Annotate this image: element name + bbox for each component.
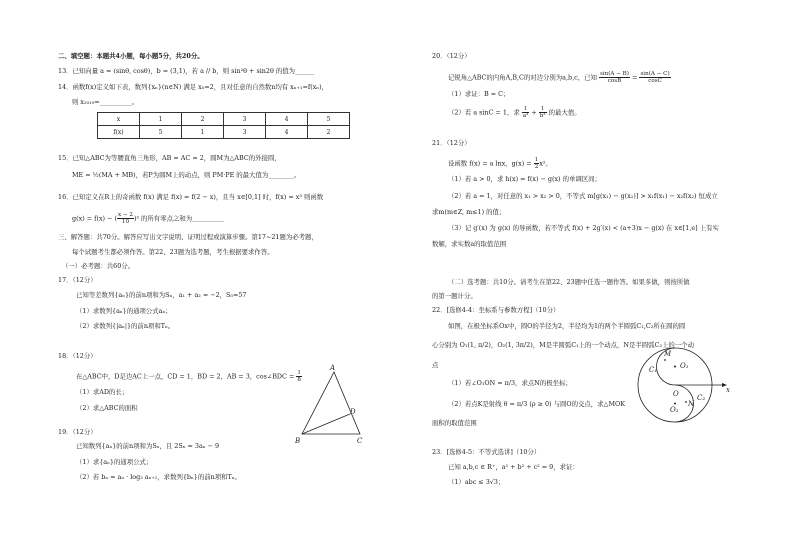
question-14-line2: 则 x₂₀₁₉=__________。 [72,98,138,106]
question-15-line1: 15．已知△ABC为等腰直角三角形，AB = AC = 2，圆M为△ABC的外接圆， [58,154,281,162]
table-cell: x [98,113,140,126]
question-18-head: 18．（12分） [58,352,97,360]
q20-fraction-2: $\frac{\sin(A - C)}{\cos C}$ [640,71,670,84]
q16-fraction: $\frac{x - 2}{10}$ [117,212,133,225]
q21-text-tail: x²。 [539,159,552,168]
label-c: C [357,437,363,445]
elective-header-line2: 的第一题计分。 [432,292,477,300]
question-21-part3-cont: 数解，求实数a的取值范围 [432,240,507,248]
required-header: （一）必考题：共60分。 [62,262,135,270]
q20-part2-fraction-1: $\frac{1}{\text{a²}}$ [522,106,529,119]
question-21-part2: （2）若 a = 1，对任意的 x₁ > x₂ > 0，不等式 m[g(x₁) − g(x₂)] > x₁f(x₁) − x₂f(x₂) 恒成立 [448,192,718,200]
table-cell: 5 [308,113,350,126]
question-23-head: 23．[选修4-5：不等式选讲]（10分） [432,448,541,456]
label-m: M [664,350,672,358]
question-23-stem: 已知 a,b,c ∈ R⁺，a² + b² + c² = 9，求证： [448,463,579,471]
question-17-stem: 已知等差数列{aₙ}的前n项和为Sₙ，a₁ + a₂ = −2，S₅=57 [76,291,247,299]
q21-text: 设函数 f(x) = a lnx，g(x) = [448,159,532,168]
question-23-part1: （1）abc ≤ 3√3； [448,478,505,486]
point-n [685,401,687,403]
point-m [664,359,666,361]
question-21-part1: （1）若 a > 0，求 h(x) = f(x) − g(x) 的单调区间； [448,175,601,183]
question-22-part2-cont: 面积的取值范围 [432,419,477,427]
q20-fraction-1: $\frac{\sin(A - B)}{\cos B}$ [599,71,629,84]
q16-text-a: g(x) = f(x) − ( [72,214,117,223]
table-cell: 3 [224,113,266,126]
table-cell: 1 [182,126,224,139]
section2-header: 二、填空题：本题共4小题，每小题5分，共20分。 [58,52,204,60]
point-o1 [674,366,676,368]
question-17-head: 17．（12分） [58,276,97,284]
q20-text: 记锐角△ABC的内角A,B,C的对边分别为a,b,c，已知 [448,73,597,82]
label-x: x [726,386,730,394]
question-20-head: 20．（12分） [432,52,471,60]
table-cell: 2 [308,126,350,139]
question-22-part2: （2）若点K是射线 θ = π/3 (ρ ≥ 0) 与圆O的交点，求△MOK [448,400,626,408]
question-17-part1: （1）求数列{aₙ}的通项公式aₙ； [76,307,172,315]
label-o1: O₁ [680,362,689,370]
q20-equals: = [632,73,638,82]
label-o2: O₂ [670,406,679,414]
q20-plus: + [531,108,537,117]
question-19-part2: （2）若 bₙ = aₙ · log₃ aₙ₊₁，求数列{bₙ}的前n项和Tₙ。 [76,473,241,481]
question-18-part2: （2）求△ABC的面积 [76,404,138,412]
question-22-stem-3: 点 [432,361,439,369]
table-cell: 4 [266,126,308,139]
question-21-head: 21．（12分） [432,139,471,147]
question-21-part2-cont: 求m(m∈Z, m≤1) 的值； [432,208,506,216]
question-14-line1: 14．函数f(x)定义如下表，数列{xₙ}(n∈N) 满足 x₀=2，且对任意的自然数n均有 xₙ₊₁=f(xₙ)， [58,83,328,91]
question-15-line2: ME = ½(MA + MB)，若P为圆M上的动点，则 PM·PE 的最大值为________。 [72,171,301,179]
label-d: D [350,408,356,416]
q18-fraction: $\frac{1}{8}$ [297,370,301,383]
table-cell: 2 [182,113,224,126]
question-17-part2: （2）求数列{|aₙ|}的前n项和Tₙ。 [76,322,175,330]
table-cell: f(x) [98,126,140,139]
table-cell: 1 [140,113,182,126]
question-13: 13．已知向量 a = (sinθ, cosθ)，b = (3,1)，若 a // b，则 sin²θ + sin2θ 的值为______ [58,67,315,75]
q20-part2-fraction-2: $\frac{1}{\text{b²}}$ [539,106,546,119]
question-19-head: 19．（12分） [58,428,97,436]
question-22-part1: （1）若∠O₁ON = π/3，求点N的极坐标； [448,379,572,387]
question-19-stem: 已知数列{aₙ}的前n项和为Sₙ，且 2Sₙ = 3aₙ − 9 [76,442,220,450]
point-o2 [674,403,676,405]
label-c2: C₂ [697,394,706,402]
table-cell: 3 [224,126,266,139]
question-22-stem-2: 心分别为 O₁(1, π/2)，O₂(1, 3π/2)，M是半圆弧C₁上的一个动点，N是半圆弧C₂上的一个动 [432,341,694,349]
elective-header-line1: （二）选考题：共10分。请考生在第22、23题中任选一题作答。如果多做，则按所做 [448,278,690,286]
label-n: N [688,400,695,408]
label-b: B [295,437,301,445]
question-16-line1: 16．已知定义在R上的奇函数 f(x) 满足 f(x) = f(2 − x)，且当 x∈[0,1] 时，f(x) = x³ 则函数 [58,193,324,201]
question-18-part1: （1）求AD的长； [76,388,129,396]
label-o: O [673,390,679,398]
question-22-stem-1: 如图，在极坐标系Ox中，圆O的半径为2，半径均为1的两个半圆弧C₁,C₂所在圆的圆 [448,322,686,330]
label-a: A [330,364,336,372]
q20-part2-tail: 的最大值。 [548,108,581,117]
q16-text-b: )³ 的所有零点之和为__________ [133,214,225,223]
q18-text: 在△ABC中，D是边AC上一点，CD = 1，BD = 2，AB = 3，cos∠BDC = [76,372,295,381]
table-cell: 4 [266,113,308,126]
question-22-head: 22．[选修4-4：坐标系与参数方程]（10分） [432,306,560,314]
q20-part2-text: （2）若 a sinC = 1，求 [448,108,520,117]
q21-fraction: $\frac{1}{2}$ [534,157,539,170]
section3-header-line1: 三、解答题：共70分。解答应写出文字说明、证明过程或演算步骤。第17~21题为必考题， [58,233,318,241]
question-19-part1: （1）求{aₙ}的通项公式； [76,458,153,466]
question-21-part3: （3）记 g′(x) 为 g(x) 的导函数，若不等式 f(x) + 2g′(x) < (a+3)x − g(x) 在 x∈[1,e] 上有实 [448,224,719,232]
label-c1: C₁ [649,366,658,374]
table-cell: 5 [140,126,182,139]
question-20-part1: （1）求证：B = C； [448,90,510,98]
section3-header-line2: 每个试题考生都必须作答。第22、23题为选考题，考生根据要求作答。 [72,248,274,256]
